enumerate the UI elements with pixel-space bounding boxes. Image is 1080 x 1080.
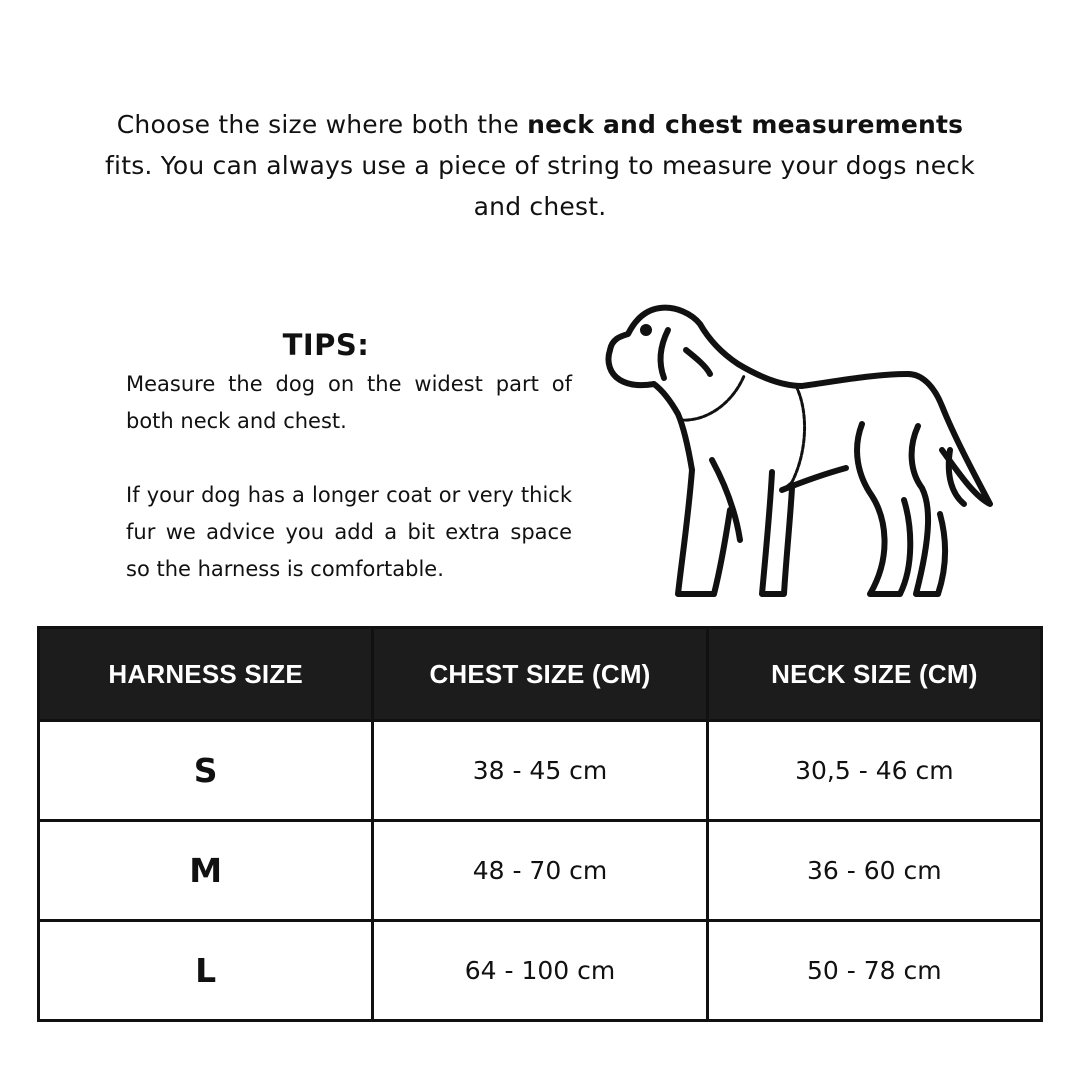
harness-size-cell: M [39, 821, 373, 921]
table-row [39, 821, 1042, 921]
header-neck-size: NECK SIZE (CM) [707, 628, 1041, 721]
dog-outline-with-harness-icon [596, 300, 1000, 606]
neck-size-cell: 50 - 78 cm [707, 921, 1041, 1021]
harness-size-cell: L [39, 921, 373, 1021]
tips-paragraph: Measure the dog on the widest part of both neck and chest. [126, 372, 572, 433]
tips-paragraph: If your dog has a longer coat or very thick fur we advice you add a bit extra space so the harness is comfortable. [126, 483, 572, 581]
chest-size-cell: 64 - 100 cm [373, 921, 707, 1021]
intro-text-part1: Choose the size where both the [116, 110, 528, 139]
intro-text-part2: fits. You can always use a piece of string to measure your dogs neck and chest. [105, 151, 975, 221]
chest-size-cell: 48 - 70 cm [373, 821, 707, 921]
header-harness-size: HARNESS SIZE [39, 628, 373, 721]
size-chart-table [37, 626, 1043, 1022]
harness-size-cell: S [39, 721, 373, 821]
neck-size-cell: 30,5 - 46 cm [707, 721, 1041, 821]
chest-size-cell: 38 - 45 cm [373, 721, 707, 821]
tips-title: TIPS: [282, 328, 370, 362]
neck-size-cell: 36 - 60 cm [707, 821, 1041, 921]
header-chest-size: CHEST SIZE (CM) [373, 628, 707, 721]
intro-text-bold: neck and chest measurements [527, 110, 964, 139]
table-row [39, 921, 1042, 1021]
tips-body [126, 366, 572, 588]
table-row [39, 721, 1042, 821]
intro-text [90, 104, 990, 227]
table-header-row [39, 628, 1042, 721]
